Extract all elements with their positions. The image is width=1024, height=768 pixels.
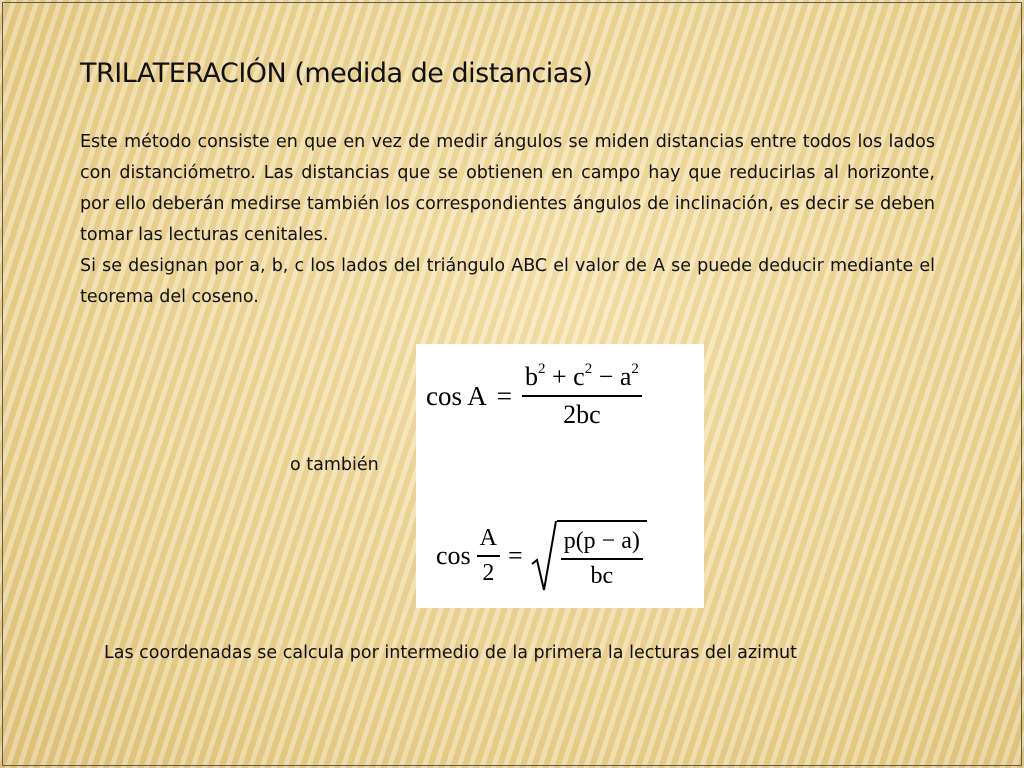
paragraph-method: Este método consiste en que en vez de medir ángulos se miden distancias entre todos los lados con distanciómetro. Las distancias que se obtienen en campo hay que reducirlas al horizonte, por ello deberán medirse también los correspondientes ángulos de inclinación, es decir se deben tomar las lecturas cenitales. [80,132,935,245]
half-angle-numerator: A [479,525,498,551]
formula-2-cos: cos [436,541,471,570]
formula-1-lhs: cos A [426,380,487,411]
connector-text: o también [290,455,379,475]
square-root [531,520,647,592]
radicand-denominator: bc [590,563,614,589]
cosine-law-formula [426,362,642,430]
exp-a: 2 [631,361,639,377]
footer-text: Las coordenadas se calcula por intermedio de la primera la lecturas del azimut [104,643,797,663]
half-angle-formula [436,520,647,592]
term-a: − a [592,362,632,391]
half-angle-denominator: 2 [482,560,495,586]
formula-image [416,344,704,608]
body-text [80,127,935,313]
radicand-numerator: p(p − a) [563,528,640,554]
term-b: b [524,362,538,391]
exp-c: 2 [584,361,593,377]
term-c: + c [545,362,585,391]
radicand [557,520,647,592]
formula-1-fraction [522,362,642,430]
formula-2-equals: = [508,541,523,570]
paragraph-cosine-theorem: Si se designan por a, b, c los lados del triángulo ABC el valor de A se puede deducir mediante el teorema del coseno. [80,256,935,307]
slide-title: TRILATERACIÓN (medida de distancias) [80,58,593,89]
radical-sign-icon [531,520,557,592]
exp-b: 2 [537,361,546,377]
half-angle-fraction [477,525,500,587]
radicand-fraction [561,528,643,590]
formula-1-equals: = [496,380,512,411]
formula-1-denominator: 2bc [563,400,601,429]
formula-1-numerator [522,362,642,395]
